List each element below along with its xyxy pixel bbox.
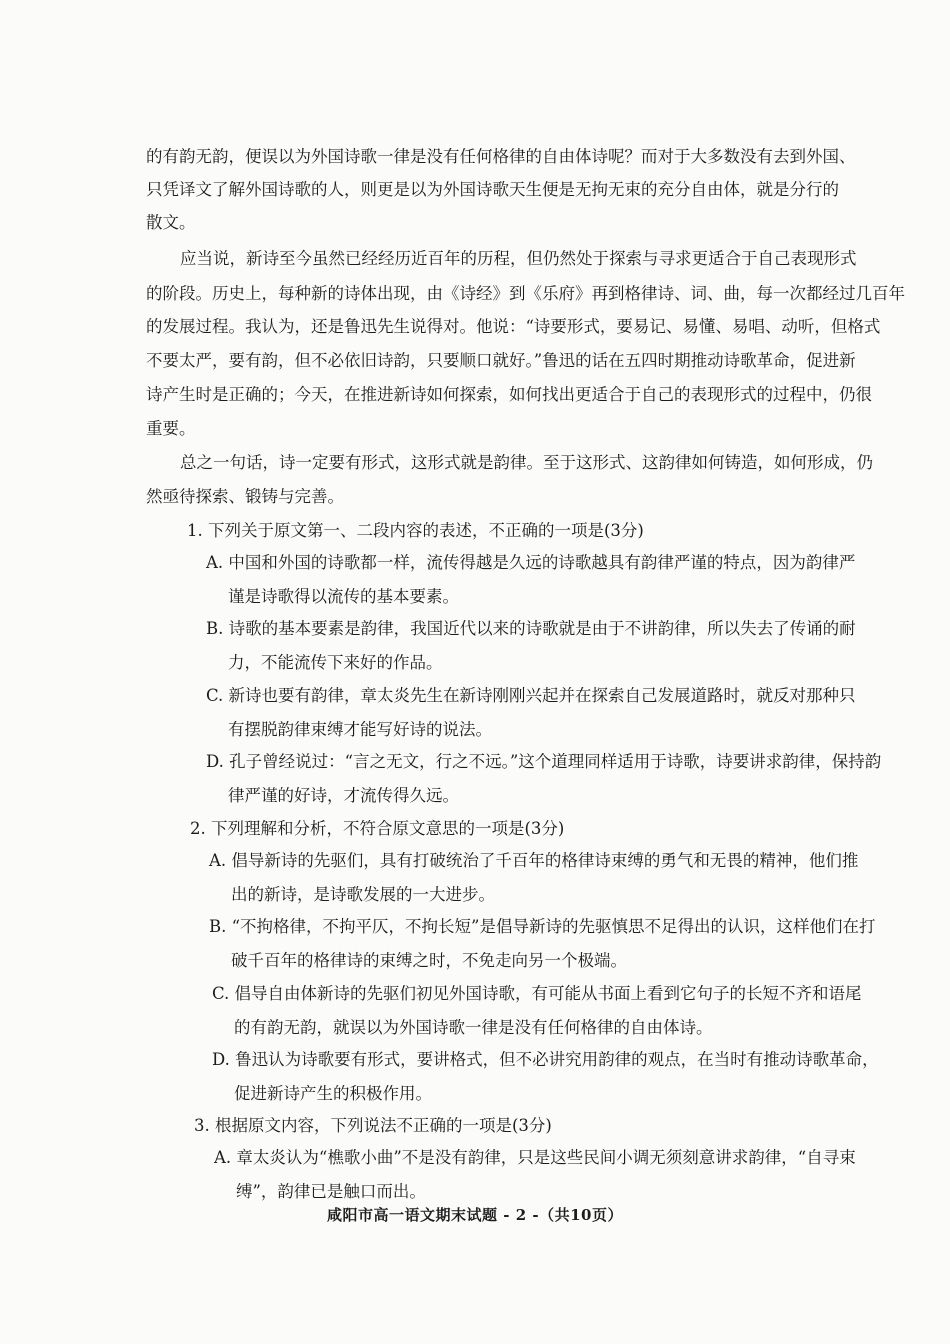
passage-line: 应当说，新诗至今虽然已经经历近百年的历程，但仍然处于探索与寻求更适合于自己表现形式 [180,249,857,268]
option-d-cont: 促进新诗产生的积极作用。 [234,1084,432,1103]
option-a: A. 章太炎认为“樵歌小曲”不是没有韵律，只是这些民间小调无须刻意讲求韵律，“自寻束 [214,1148,856,1167]
option-b-cont: 力，不能流传下来好的作品。 [228,653,443,672]
passage-line: 的阶段。历史上，每种新的诗体出现，由《诗经》到《乐府》再到格律诗、词、曲，每一次都经过几百年 [146,284,905,303]
question-stem: 1. 下列关于原文第一、二段内容的表述，不正确的一项是(3分) [187,521,644,540]
option-a-cont: 缚”，韵律已是触口而出。 [236,1182,426,1201]
option-c: C. 新诗也要有韵律，章太炎先生在新诗刚刚兴起并在探索自己发展道路时，就反对那种只 [206,686,856,705]
option-c-cont: 有摆脱韵律束缚才能写好诗的说法。 [228,720,492,739]
passage-line: 的发展过程。我认为，还是鲁迅先生说得对。他说：“诗要形式，要易记、易懂、易唱、动听，但格式 [146,317,881,336]
passage-line: 散文。 [146,213,196,232]
option-d: D. 鲁迅认为诗歌要有形式，要讲格式，但不必讲究用韵律的观点，在当时有推动诗歌革命， [212,1050,879,1069]
passage-line: 然亟待探索、锻铸与完善。 [146,487,344,506]
option-c-cont: 的有韵无韵，就误以为外国诗歌一律是没有任何格律的自由体诗。 [234,1018,713,1037]
option-b: B. 诗歌的基本要素是韵律，我国近代以来的诗歌就是由于不讲韵律，所以失去了传诵的耐 [206,619,856,638]
option-b-cont: 破千百年的格律诗的束缚之时，不免走向另一个极端。 [231,951,627,970]
option-a: A. 倡导新诗的先驱们，具有打破统治了千百年的格律诗束缚的勇气和无畏的精神，他们推 [209,851,859,870]
question-stem: 3. 根据原文内容，下列说法不正确的一项是(3分) [194,1116,552,1135]
option-c: C. 倡导自由体新诗的先驱们初见外国诗歌，有可能从书面上看到它句子的长短不齐和语尾 [212,984,862,1003]
option-a-cont: 谨是诗歌得以流传的基本要素。 [228,587,459,606]
page-footer: 咸阳市高一语文期末试题 - 2 -（共10页） [327,1206,623,1224]
question-stem: 2. 下列理解和分析，不符合原文意思的一项是(3分) [190,819,565,838]
passage-line: 诗产生时是正确的；今天，在推进新诗如何探索，如何找出更适合于自己的表现形式的过程中，仍很 [146,385,872,404]
option-a-cont: 出的新诗，是诗歌发展的一大进步。 [231,885,495,904]
passage-line: 总之一句话，诗一定要有形式，这形式就是韵律。至于这形式、这韵律如何铸造，如何形成，仍 [180,453,873,472]
passage-line: 不要太严，要有韵，但不必依旧诗韵，只要顺口就好。”鲁迅的话在五四时期推动诗歌革命，促进新 [146,351,856,370]
option-b: B. “不拘格律，不拘平仄，不拘长短”是倡导新诗的先驱慎思不足得出的认识，这样他们在打 [209,917,876,936]
option-d: D. 孔子曾经说过：“言之无文，行之不远。”这个道理同样适用于诗歌，诗要讲求韵律，保持韵 [206,752,882,771]
option-a: A. 中国和外国的诗歌都一样，流传得越是久远的诗歌越具有韵律严谨的特点，因为韵律严 [206,553,856,572]
option-d-cont: 律严谨的好诗，才流传得久远。 [228,786,459,805]
passage-line: 只凭译文了解外国诗歌的人，则更是以为外国诗歌天生便是无拘无束的充分自由体，就是分行的 [146,180,839,199]
passage-line: 重要。 [146,419,196,438]
passage-line: 的有韵无韵，便误以为外国诗歌一律是没有任何格律的自由体诗呢？而对于大多数没有去到外国、 [146,147,856,166]
